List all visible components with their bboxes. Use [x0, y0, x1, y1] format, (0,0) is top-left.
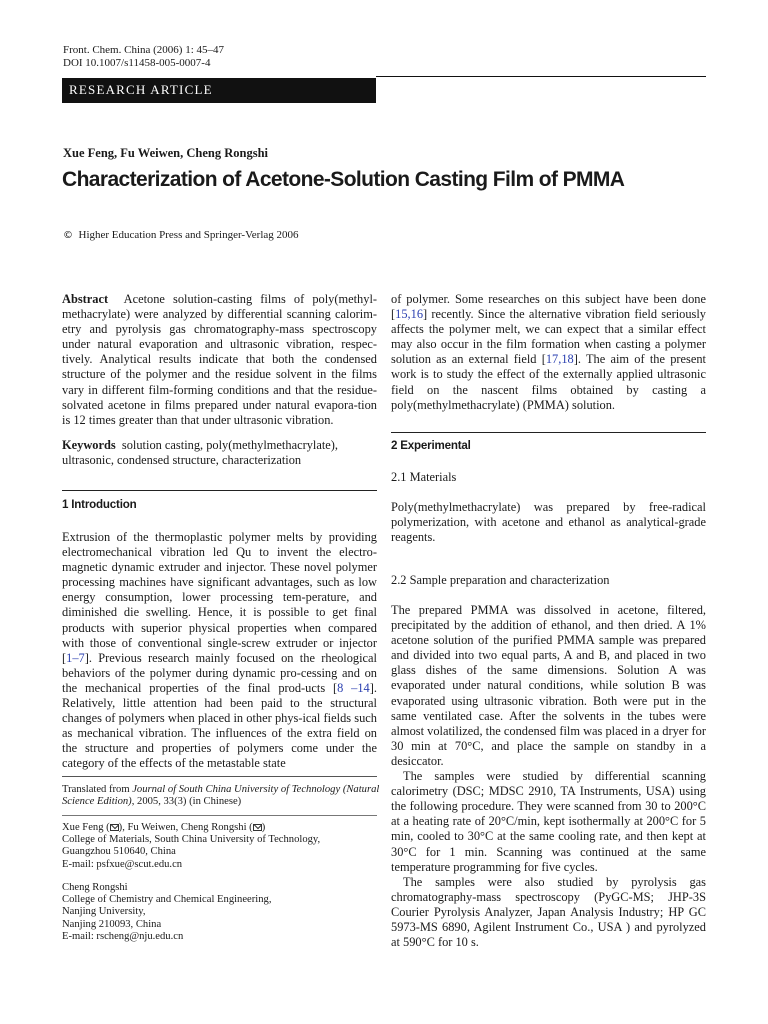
affiliation-2 — [62, 882, 380, 943]
abstract-label: Abstract — [62, 292, 109, 306]
affiliation-names: ), Fu Weiwen, Cheng Rongshi ( — [118, 822, 253, 833]
introduction-continued — [391, 292, 706, 413]
affiliation-names: ) — [261, 822, 266, 833]
doi: DOI 10.1007/s11458-005-0007-4 — [63, 57, 211, 69]
affiliation-line: College of Chemistry and Chemical Engineering, — [62, 894, 272, 906]
keywords-label: Keywords — [62, 438, 116, 452]
envelope-icon — [110, 824, 119, 831]
keywords — [62, 438, 377, 468]
intro-part6: ]. The aim of the present work is to study the effect of the externally applied ultrasonic field on the nascent films obtained by casting a poly(methylmethacrylate) (PMMA) solution. — [391, 352, 707, 412]
affiliation-line: Nanjing University, — [62, 906, 146, 918]
affiliation-email[interactable]: E-mail: rscheng@nju.edu.cn — [62, 930, 184, 942]
paper-title: Characterization of Acetone-Solution Casting Film of PMMA — [62, 168, 625, 191]
journal-citation: Front. Chem. China (2006) 1: 45–47 — [63, 44, 225, 56]
affiliation-names: Cheng Rongshi — [62, 882, 128, 893]
affiliation-names: Xue Feng ( — [62, 822, 110, 833]
sample-prep-text — [391, 603, 706, 950]
affiliation-line: College of Materials, South China University of Technology, — [62, 834, 321, 846]
affiliation-email[interactable]: E-mail: psfxue@scut.edu.cn — [62, 858, 183, 870]
footnote-journal: Journal of South China University of Technology (Natural Science Edition) — [62, 784, 380, 808]
copyright-text: Higher Education Press and Springer-Verlag 2006 — [78, 229, 299, 241]
footnote-text: Translated from — [62, 784, 133, 795]
dsc-paragraph: The samples were studied by differential scanning calorimetry (DSC; MDSC 2910, TA Instruments, USA) using the following procedure. They were scanned from 30 to 200°C at a heating rate of 20°C/min, kept isothermally at 200°C for 5 min, cooled to 30°C at the same cooling rate, and then kept at 30°C for 1 min. Scanning was continued at the same temperature programming for five cycles. — [391, 769, 706, 874]
intro-part2: ]. Previous research mainly focused on the rheological behaviors of the polymer during dynamic pro-cessing and on the mechanical properties of the final prod-ucts [ — [62, 650, 377, 695]
affiliation-1 — [62, 822, 380, 871]
affiliation-line: Guangzhou 510640, China — [62, 846, 176, 858]
intro-part5: ] recently. Since the alternative vibration field seriously affects the polymer melt, we can expect that a similar effect may also occur in the film formation when casting a polymer solution as an external field [ — [391, 307, 706, 367]
ref-link[interactable]: 8 –14 — [337, 680, 370, 695]
copyright — [63, 229, 299, 241]
ref-link[interactable]: 1–7 — [66, 650, 85, 665]
footnote-rule — [62, 776, 377, 777]
pygc-paragraph: The samples were also studied by pyrolysis gas chromatography-mass spectroscopy (PyGC-MS; JHP-3S Courier Pyrolysis Analyzer, Japan Analysis Industry; HP GC 5973-MS 6890, Agilent Instrument Co., USA ) and pyrolyzed at 590°C for 10 s. — [391, 874, 706, 950]
affiliation-line: Nanjing 210093, China — [62, 918, 162, 930]
authors: Xue Feng, Fu Weiwen, Cheng Rongshi — [63, 146, 269, 160]
keywords-text: solution casting, poly(methylmethacrylate), ultrasonic, condensed structure, characterization — [62, 438, 338, 468]
materials-text — [391, 500, 706, 545]
article-type-banner: RESEARCH ARTICLE — [62, 78, 376, 103]
section-heading-experimental: 2 Experimental — [391, 439, 471, 452]
header-rule — [376, 76, 706, 77]
footnote-text: , 2005, 33(3) (in Chinese) — [131, 796, 242, 808]
abstract — [62, 292, 377, 428]
envelope-icon — [253, 824, 262, 831]
subsection-heading-sample-prep: 2.2 Sample preparation and characterization — [391, 573, 610, 587]
section-heading-introduction: 1 Introduction — [62, 498, 137, 511]
section-rule — [62, 490, 377, 491]
intro-part1: Extrusion of the thermoplastic polymer melts by providing electromechanical vibration led Qu to invent the electro-magnetic dynamic extruder and injector. These novel polymer processing machines have significant advantages, such as low energy consumption, lower processing tem-perature, and diminished die swelling. Hence, it is possible to get final products with superior physical properties when compared with those of conventional single-screw extruder or injector [ — [62, 530, 377, 665]
abstract-text: Acetone solution-casting films of poly(methyl-methacrylate) were analyzed by differential scanning calorim-etry and pyrolysis gas chromatography-mass spectroscopy under natural evaporation and ultrasonic vibration, respec-tively. Analytical results indicate that both the condensed structure of the polymer and the residue solvent in the films vary in different film-forming conditions and that the residue-solvated acetone in films prepared under natural evapora-tion is 12 times greater than that under ultrasonic vibration. — [62, 292, 378, 427]
ref-link[interactable]: 17,18 — [545, 352, 574, 367]
introduction-text — [62, 530, 377, 772]
section-rule — [391, 432, 706, 433]
copyright-icon: © — [63, 230, 73, 241]
footnote-divider — [62, 815, 377, 816]
ref-link[interactable]: 15,16 — [395, 307, 424, 322]
intro-part3: ]. Relatively, little attention had been paid to the structural changes of polymers when placed in other phys-ical fields such as mechanical vibration. The influences of the extra field on the structure and properties of polymers come under the category of the effects of the metastable state — [62, 680, 377, 771]
prep-paragraph: The prepared PMMA was dissolved in acetone, filtered, precipitated by the addition of ethanol, and then dried. A 1% acetone solution of the purified PMMA sample was prepared and divided into two equal parts, A and B, and placed in two glass dishes of the same dimensions. Solution A was evaporated under natural conditions, while solution B was evaporated using ultrasonic vibration. Both were put in the same ventilated case. After the solvents in the tubes were almost volatilized, the condensed film was placed in a dryer for 30 min at 70°C, and place the sample on standby in a desiccator. — [391, 603, 706, 768]
intro-part4: of polymer. Some researches on this subject have been done [ — [391, 292, 706, 322]
materials-paragraph: Poly(methylmethacrylate) was prepared by free-radical polymerization, with acetone and ethanol as analytical-grade reagents. — [391, 500, 706, 545]
footnote-translation — [62, 784, 380, 808]
subsection-heading-materials: 2.1 Materials — [391, 470, 457, 484]
